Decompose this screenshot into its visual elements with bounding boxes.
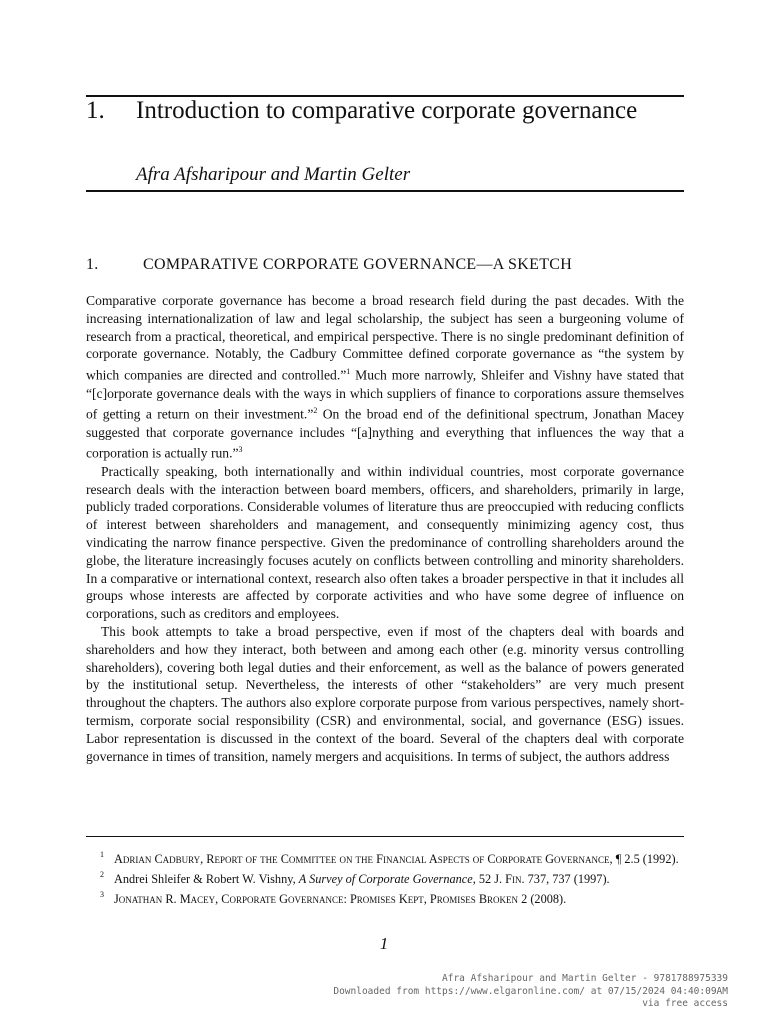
footnote-ref-2[interactable]: 2 <box>313 406 318 416</box>
watermark-line-1: Afra Afsharipour and Martin Gelter - 9781788975339 <box>442 973 728 984</box>
paragraph-2: Practically speaking, both internationally and within individual countries, most corporate governance research deals with the interaction between board members, officers, and shareholders, primarily in large, publicly traded corporations. Considerable volumes of literature thus are preoccupied with reducing conflicts of interest between shareholders and management, and consequently minimizing agency cost, thus vindicating the narrow finance perspective. Given the predominance of controlling shareholders around the globe, the literature increasingly focuses acutely on conflicts between controlling and minority shareholders. In a comparative or international context, research also often takes a broader perspective in that it includes all groups whose interests are affected by corporate activities and who have some degree of influence on corporations, such as creditors and employees. <box>86 463 684 622</box>
footnote-1-citation: Adrian Cadbury, Report of the Committee on the Financial Aspects of Corporate Governance <box>114 852 610 867</box>
footnote-ref-3[interactable]: 3 <box>238 445 243 455</box>
footnote-3-mark: 3 <box>100 890 104 900</box>
section-title: COMPARATIVE CORPORATE GOVERNANCE—A SKETCH <box>143 256 573 273</box>
footnote-2-mark: 2 <box>100 870 104 880</box>
watermark-line-2: Downloaded from https://www.elgaronline.com/ at 07/15/2024 04:40:09AM <box>333 985 728 997</box>
watermark-line-3: via free access <box>642 998 728 1009</box>
footnote-2-authors: Andrei Shleifer & Robert W. Vishny, <box>114 872 299 887</box>
footnotes <box>86 848 684 908</box>
footnote-3-rest: 2 (2008). <box>518 892 567 907</box>
page-number: 1 <box>379 934 389 953</box>
paragraph-1-part-a: Comparative corporate governance has become a broad research field during the past decades. With the increasing internationalization of law and legal scholarship, the subject has seen a burgeoning volume of research from a practical, theoretical, and empirical perspective. There is no single predominant definition of corporate governance. Notably, the Cadbury Committee defined corporate governance as “the system by which companies are directed and controlled.” <box>86 293 684 383</box>
chapter-number: 1. <box>86 97 105 124</box>
paragraph-1 <box>86 292 684 463</box>
footnote-separator <box>86 836 684 837</box>
paragraph-1-part-b: Much more narrowly, Shleifer and Vishny have stated that “[c]orporate governance deals with the ways in which suppliers of finance to corporations assure themselves of getting a return on their investment.” <box>86 367 684 422</box>
footnote-1-rest: , ¶ 2.5 (1992). <box>609 852 679 867</box>
footnote-1-mark: 1 <box>100 850 104 859</box>
footnote-1 <box>86 848 684 867</box>
paragraph-1-part-c: On the broad end of the definitional spectrum, Jonathan Macey suggested that corporate governance includes “[a]nything and everything that influences the way that a corporation is actually run.” <box>86 406 684 461</box>
paragraph-3: This book attempts to take a broad perspective, even if most of the chapters deal with boards and shareholders and how they interact, both between and among each other (e.g. minority versus controlling shareholders), covering both legal duties and their enforcement, as well as the balance of powers generated by the institutional setup. Nevertheless, the interests of other “stakeholders” are very much present throughout the chapters. The authors also explore corporate purpose from various perspectives, namely short-termism, corporate social responsibility (CSR) and environmental, social, and governance (ESG) issues. Labor representation is discussed in the context of the board. Several of the chapters deal with corporate governance in times of transition, namely mergers and acquisitions. In terms of subject, the authors address <box>86 623 684 764</box>
footnote-2 <box>86 868 684 887</box>
download-watermark <box>333 973 728 1011</box>
body-text <box>86 292 684 765</box>
chapter-authors: Afra Afsharipour and Martin Gelter <box>136 164 411 185</box>
footnote-3 <box>86 888 684 907</box>
footnote-ref-1[interactable]: 1 <box>346 367 351 377</box>
section-number: 1. <box>86 256 99 273</box>
footnote-2-journal: Fin <box>505 872 522 887</box>
footnote-3-citation: Jonathan R. Macey, Corporate Governance: Promises Kept, Promises Broken <box>114 892 519 907</box>
footnote-2-journal-pre: , 52 J. <box>472 872 506 887</box>
footnote-2-rest: . 737, 737 (1997). <box>521 872 610 887</box>
footnote-2-title: A Survey of Corporate Governance <box>298 872 473 887</box>
chapter-bottom-rule <box>86 190 684 192</box>
chapter-title: Introduction to comparative corporate governance <box>136 97 638 124</box>
